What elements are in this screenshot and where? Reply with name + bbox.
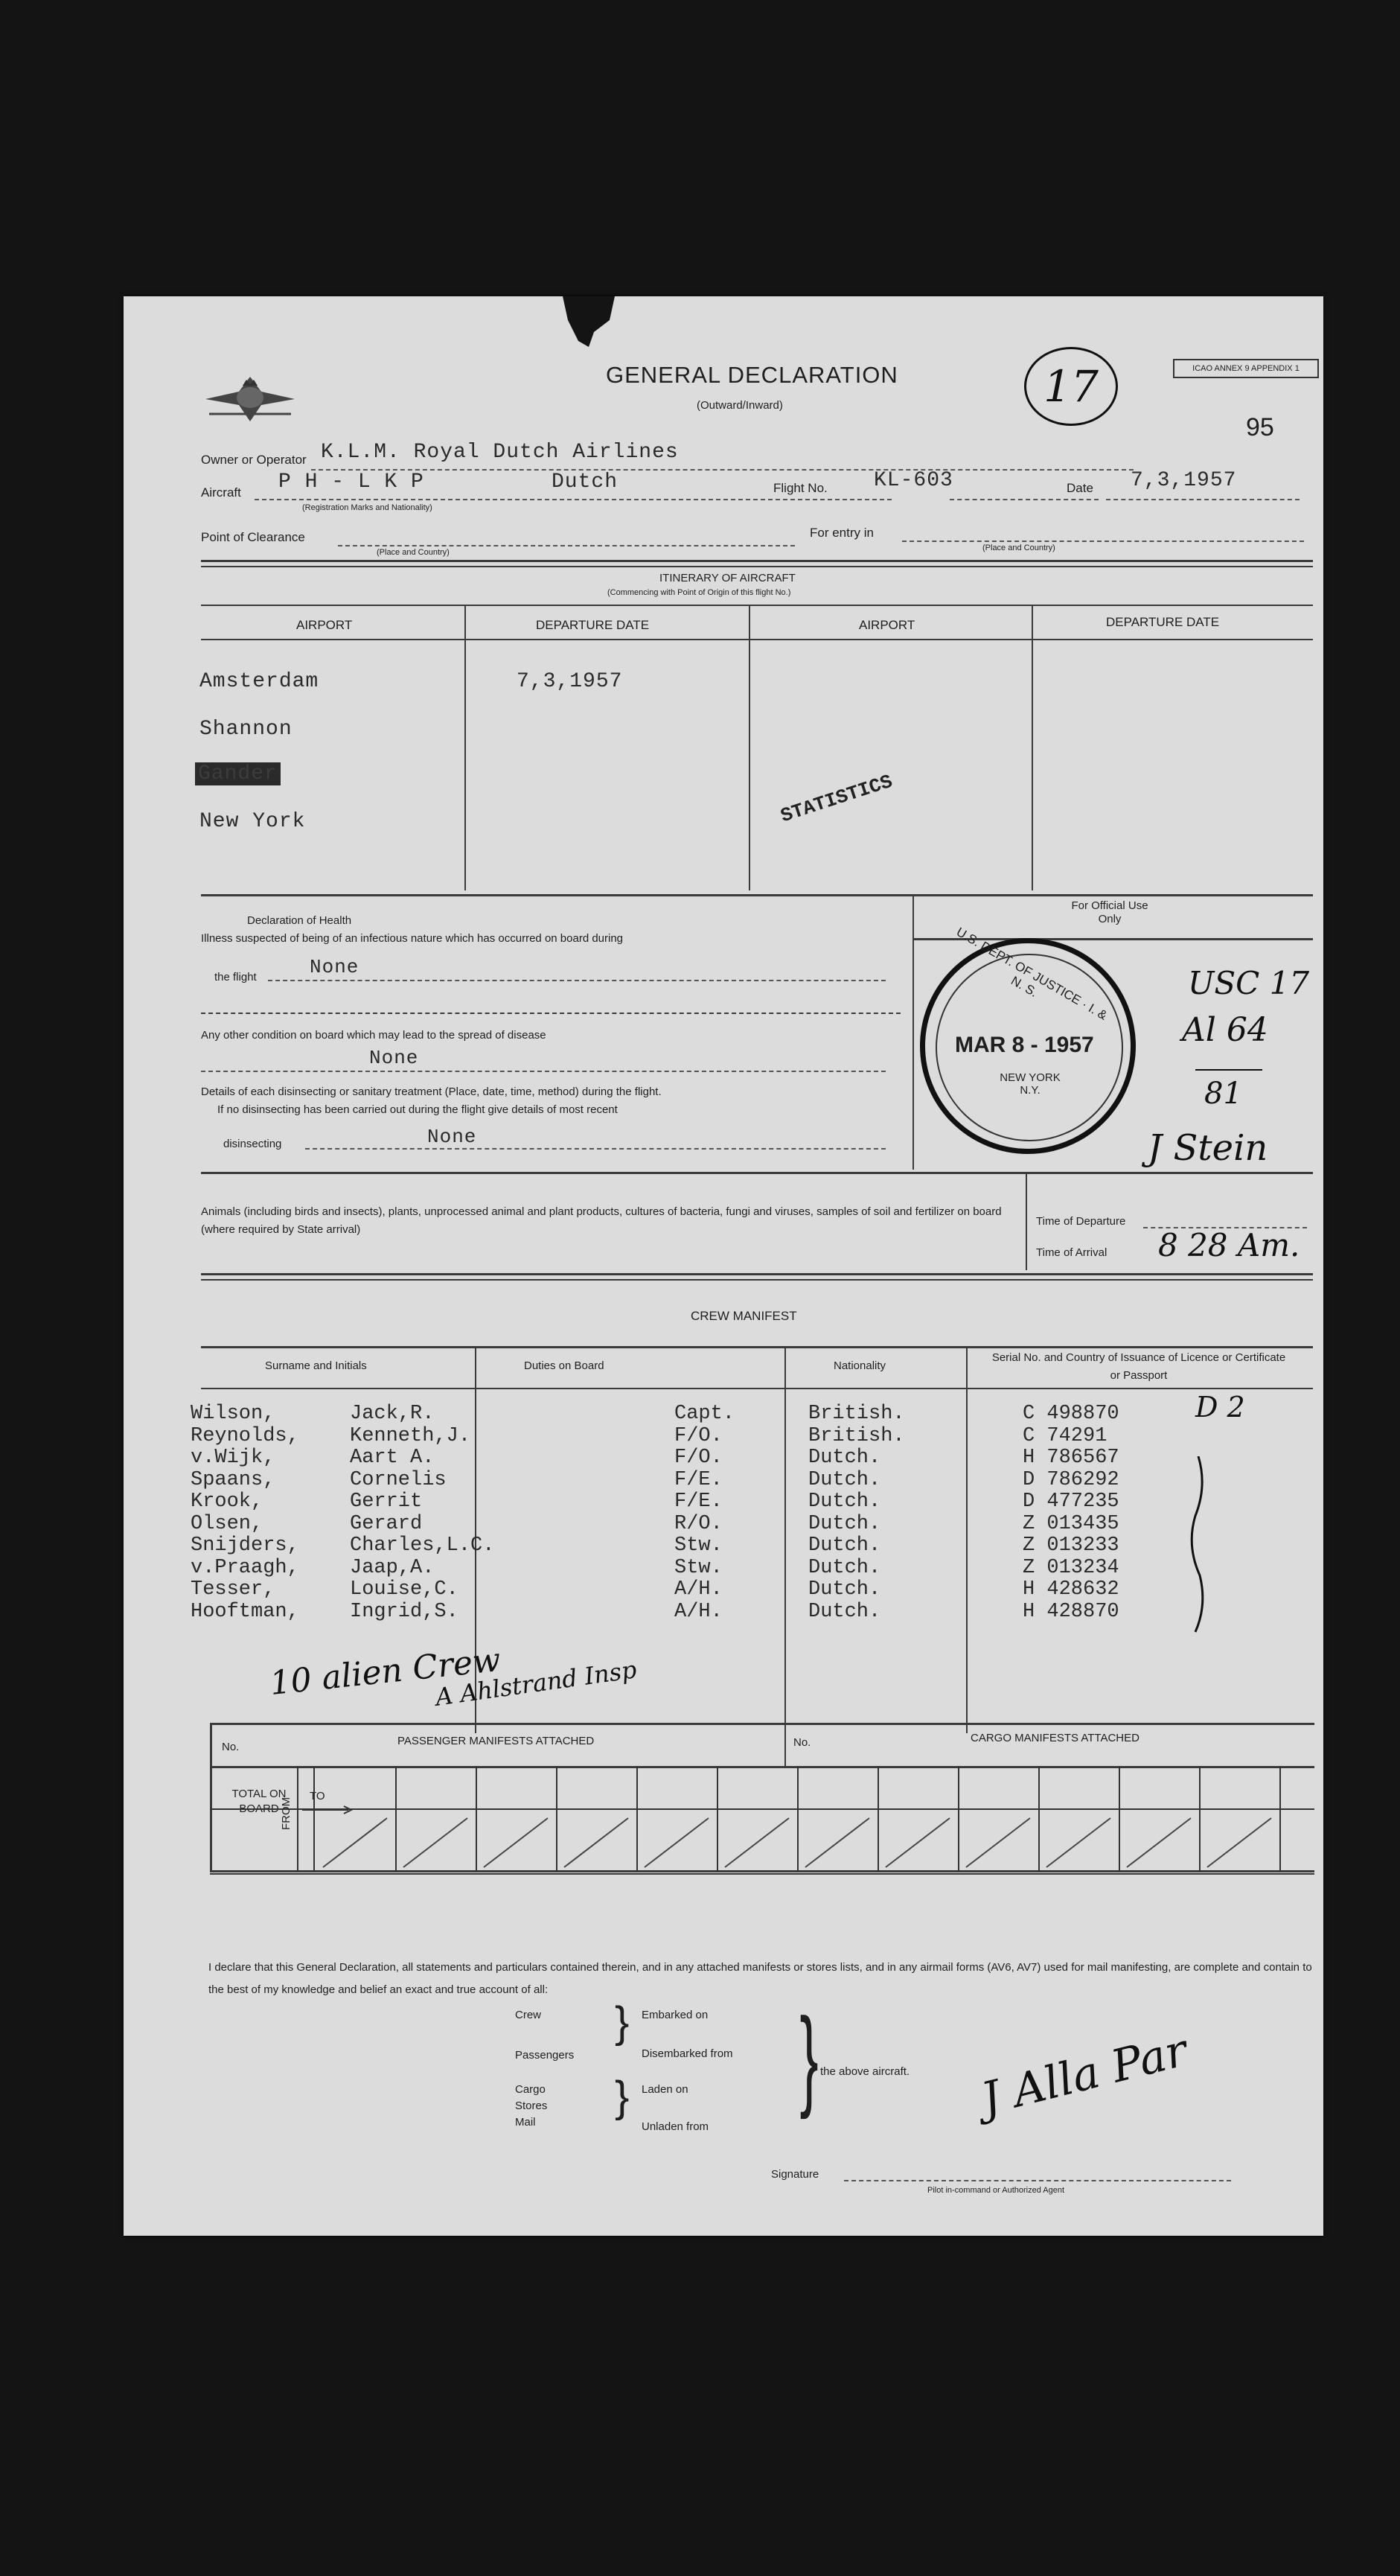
crew-duty: Stw. [674, 1556, 723, 1579]
crew-duty: F/O. [674, 1424, 723, 1447]
grid-diagonal [403, 1818, 467, 1867]
crew-row [124, 1601, 1225, 1622]
grid-diagonal [805, 1818, 869, 1867]
total-on-board-label: TOTAL ON BOARD [231, 1788, 287, 1815]
klm-logo [202, 369, 298, 429]
crew-initials: Cornelis [350, 1468, 447, 1491]
stamp-city: NEW YORK N.Y. [1000, 1071, 1061, 1097]
passenger-manifests-label: PASSENGER MANIFESTS ATTACHED [397, 1735, 595, 1747]
official-use-title: For Official Use Only [1071, 899, 1148, 925]
crew-surname: v.Wijk, [191, 1447, 275, 1469]
crew-serial: H 428870 [1023, 1600, 1119, 1623]
health-q3b: If no disinsecting has been carried out during the flight give details of most recent [217, 1103, 618, 1116]
circled-page-number [1024, 347, 1118, 426]
crew-nationality: Dutch. [808, 1491, 881, 1513]
health-q3: Details of each disinsecting or sanitary treatment (Place, date, time, method) during the flight. [201, 1085, 662, 1098]
crew-row [124, 1534, 1225, 1556]
itinerary-header-date-1: DEPARTURE DATE [536, 618, 650, 632]
annex-box: ICAO ANNEX 9 APPENDIX 1 [1173, 359, 1319, 378]
itinerary-departure-date: 7,3,1957 [517, 670, 623, 693]
crew-row [124, 1578, 1225, 1600]
manifest-grid [210, 1766, 1314, 1872]
crew-serial: C 74291 [1023, 1424, 1107, 1447]
crew-header-duties: Duties on Board [524, 1359, 604, 1372]
health-q1: Illness suspected of being of an infectious nature which has occurred on board during [201, 932, 624, 945]
crew-surname: Tesser, [191, 1578, 275, 1601]
clearance-sublabel: (Place and Country) [377, 548, 450, 557]
crew-row [124, 1491, 1225, 1512]
crew-row [124, 1447, 1225, 1468]
crew-nationality: Dutch. [808, 1556, 881, 1579]
crew-initials: Charles,L.C. [350, 1534, 495, 1557]
crew-serial: C 498870 [1023, 1403, 1119, 1425]
crew-handwritten-signature: A Ahlstrand Insp [433, 1655, 639, 1712]
from-label: FROM [280, 1796, 293, 1830]
itinerary-airport-1: Amsterdam [199, 670, 319, 693]
itinerary-header-date-2: DEPARTURE DATE [1106, 615, 1220, 629]
animals-text: Animals (including birds and insects), plants, unprocessed animal and plant products, cultures of bacteria, fungi and viruses, samples of soil and fertilizer on board (where required by State arrival) [201, 1205, 1002, 1236]
struck-airport-text: Gander [198, 762, 278, 785]
grid-diagonal [966, 1818, 1030, 1867]
health-q2: Any other condition on board which may lead to the spread of disease [201, 1029, 546, 1042]
crew-nationality: Dutch. [808, 1534, 881, 1557]
crew-surname: Hooftman, [191, 1600, 299, 1623]
entry-sublabel: (Place and Country) [982, 543, 1055, 552]
crew-nationality: Dutch. [808, 1578, 881, 1601]
decl-left-passengers: Passengers [515, 2049, 575, 2062]
grid-diagonal [1207, 1818, 1271, 1867]
flight-value: KL-603 [874, 469, 953, 492]
grid-diagonal [1127, 1818, 1191, 1867]
crew-serial: H 428632 [1023, 1578, 1119, 1601]
crew-surname: v.Praagh, [191, 1556, 299, 1579]
crew-serial: D 477235 [1023, 1491, 1119, 1513]
decl-left-stores: Stores [515, 2100, 548, 2112]
crew-initials: Jaap,A. [350, 1556, 435, 1579]
arrival-time-value: 8 28 Am. [1158, 1227, 1300, 1263]
itinerary-airport-2: Shannon [199, 718, 293, 741]
crew-surname: Olsen, [191, 1512, 263, 1535]
crew-header-nationality: Nationality [834, 1359, 886, 1372]
passenger-no-label: No. [222, 1741, 240, 1753]
clearance-label: Point of Clearance [201, 530, 305, 544]
date-value: 7,3,1957 [1131, 469, 1237, 492]
decl-mid-embarked: Embarked on [642, 2009, 709, 2021]
date-label: Date [1067, 481, 1093, 495]
pilot-signature: J Alla Par [976, 2024, 1193, 2126]
health-q1b: the flight [214, 971, 257, 983]
official-signature: J Stein [1148, 1127, 1268, 1169]
crew-duty: F/E. [674, 1468, 723, 1491]
grid-diagonal [1046, 1818, 1110, 1867]
crew-row [124, 1403, 1225, 1424]
itinerary-airport-3-struck [195, 762, 281, 785]
decl-right: the above aircraft. [820, 2065, 910, 2078]
grid-diagonal [725, 1818, 789, 1867]
aircraft-value: P H - L K P [278, 471, 424, 494]
crew-surname: Spaans, [191, 1468, 275, 1491]
health-q3c: disinsecting [223, 1138, 282, 1150]
grid-diagonal [484, 1818, 548, 1867]
crew-initials: Louise,C. [350, 1578, 458, 1601]
cargo-no-label: No. [793, 1736, 811, 1749]
page-number: 95 [1246, 413, 1274, 441]
declaration-form [124, 296, 1323, 2236]
crew-duty: R/O. [674, 1512, 723, 1535]
crew-duty: A/H. [674, 1578, 723, 1601]
stamp-ring-text: U.S. DEPT. OF JUSTICE · I. & N. S. [953, 925, 1110, 1023]
crew-header-serial: Serial No. and Country of Issuance of Licence or Certificate or Passport [991, 1351, 1286, 1382]
official-note-3: 81 [1204, 1077, 1242, 1111]
crew-note-d2: D 2 [1195, 1391, 1245, 1424]
grid-diagonal [564, 1818, 628, 1867]
decl-left-crew: Crew [515, 2009, 542, 2021]
crew-nationality: Dutch. [808, 1512, 881, 1535]
to-label: TO [310, 1790, 325, 1802]
crew-initials: Jack,R. [350, 1403, 435, 1425]
decl-mid-unladen: Unladen from [642, 2120, 709, 2133]
grid-diagonal [323, 1818, 387, 1867]
aircraft-sublabel: (Registration Marks and Nationality) [302, 503, 432, 512]
health-a3: None [427, 1126, 477, 1148]
crew-row [124, 1469, 1225, 1491]
flight-label: Flight No. [773, 481, 828, 495]
crew-duty: Capt. [674, 1403, 735, 1425]
crew-serial: Z 013435 [1023, 1512, 1119, 1535]
crew-row [124, 1513, 1225, 1534]
itinerary-airport-4: New York [199, 810, 306, 833]
itinerary-header-airport-1: AIRPORT [296, 618, 353, 632]
decl-brace-2: } [615, 2073, 630, 2121]
arrival-time-label: Time of Arrival [1036, 1246, 1107, 1259]
form-title: GENERAL DECLARATION [606, 362, 898, 388]
itinerary-title: ITINERARY OF AIRCRAFT [659, 572, 796, 584]
decl-left-mail: Mail [515, 2116, 536, 2129]
crew-nationality: British. [808, 1424, 905, 1447]
decl-mid-disembarked: Disembarked from [642, 2047, 733, 2060]
crew-bracket-squiggle [1182, 1456, 1212, 1635]
crew-surname: Snijders, [191, 1534, 299, 1557]
crew-duty: Stw. [674, 1534, 723, 1557]
itinerary-subtitle: (Commencing with Point of Origin of this flight No.) [607, 588, 791, 597]
crew-duty: F/E. [674, 1491, 723, 1513]
crew-duty: F/O. [674, 1447, 723, 1469]
grid-diagonal [645, 1818, 709, 1867]
crew-nationality: Dutch. [808, 1447, 881, 1469]
decl-mid-laden: Laden on [642, 2083, 688, 2096]
crew-row [124, 1425, 1225, 1447]
entry-label: For entry in [810, 526, 874, 540]
aircraft-label: Aircraft [201, 485, 241, 500]
crew-serial: H 786567 [1023, 1447, 1119, 1469]
declaration-text: I declare that this General Declaration, all statements and particulars contained therein, and in any attached manifests or stores lists, and in any airmail forms (AV6, AV7) used for mail manifesting, are complete and contain to the best of my knowledge and belief an exact and true account of all: [208, 1961, 1312, 1996]
crew-serial: Z 013234 [1023, 1556, 1119, 1579]
official-note-2: Al 64 [1182, 1011, 1268, 1049]
official-note-1: USC 17 [1188, 965, 1310, 1001]
circled-number-text: 17 [1043, 361, 1099, 412]
health-a1: None [310, 956, 359, 978]
crew-initials: Gerard [350, 1512, 423, 1535]
signature-sublabel: Pilot in-command or Authorized Agent [927, 2186, 1065, 2195]
crew-serial: Z 013233 [1023, 1534, 1119, 1557]
torn-hole [563, 296, 615, 356]
crew-initials: Kenneth,J. [350, 1424, 471, 1447]
health-title: Declaration of Health [247, 914, 352, 927]
crew-header-surname: Surname and Initials [265, 1359, 367, 1372]
crew-row [124, 1557, 1225, 1578]
crew-title: CREW MANIFEST [691, 1309, 797, 1323]
stamp-date: MAR 8 - 1957 [955, 1033, 1094, 1057]
owner-label: Owner or Operator [201, 453, 307, 467]
cargo-manifests-label: CARGO MANIFESTS ATTACHED [971, 1732, 1140, 1744]
decl-left-cargo: Cargo [515, 2083, 546, 2096]
crew-initials: Ingrid,S. [350, 1600, 458, 1623]
crew-nationality: Dutch. [808, 1468, 881, 1491]
crew-surname: Wilson, [191, 1403, 275, 1425]
crew-nationality: British. [808, 1403, 905, 1425]
crew-nationality: Dutch. [808, 1600, 881, 1623]
crew-serial: D 786292 [1023, 1468, 1119, 1491]
form-subtitle: (Outward/Inward) [697, 399, 783, 412]
grid-diagonal [886, 1818, 950, 1867]
immigration-stamp [920, 925, 1136, 1154]
statistics-stamp: STATISTICS [778, 770, 895, 828]
itinerary-header-airport-2: AIRPORT [859, 618, 915, 632]
decl-brace-3: } [799, 1995, 819, 2120]
health-a2: None [369, 1047, 419, 1069]
owner-value: K.L.M. Royal Dutch Airlines [321, 441, 679, 464]
crew-surname: Krook, [191, 1491, 263, 1513]
decl-brace-1: } [615, 1998, 630, 2047]
departure-time-label: Time of Departure [1036, 1215, 1126, 1228]
crew-surname: Reynolds, [191, 1424, 299, 1447]
crew-initials: Aart A. [350, 1447, 435, 1469]
crew-handwritten-count: 10 alien Crew [268, 1640, 502, 1703]
crew-initials: Gerrit [350, 1491, 423, 1513]
signature-label: Signature [771, 2168, 819, 2181]
aircraft-nationality: Dutch [552, 471, 619, 494]
crew-duty: A/H. [674, 1600, 723, 1623]
